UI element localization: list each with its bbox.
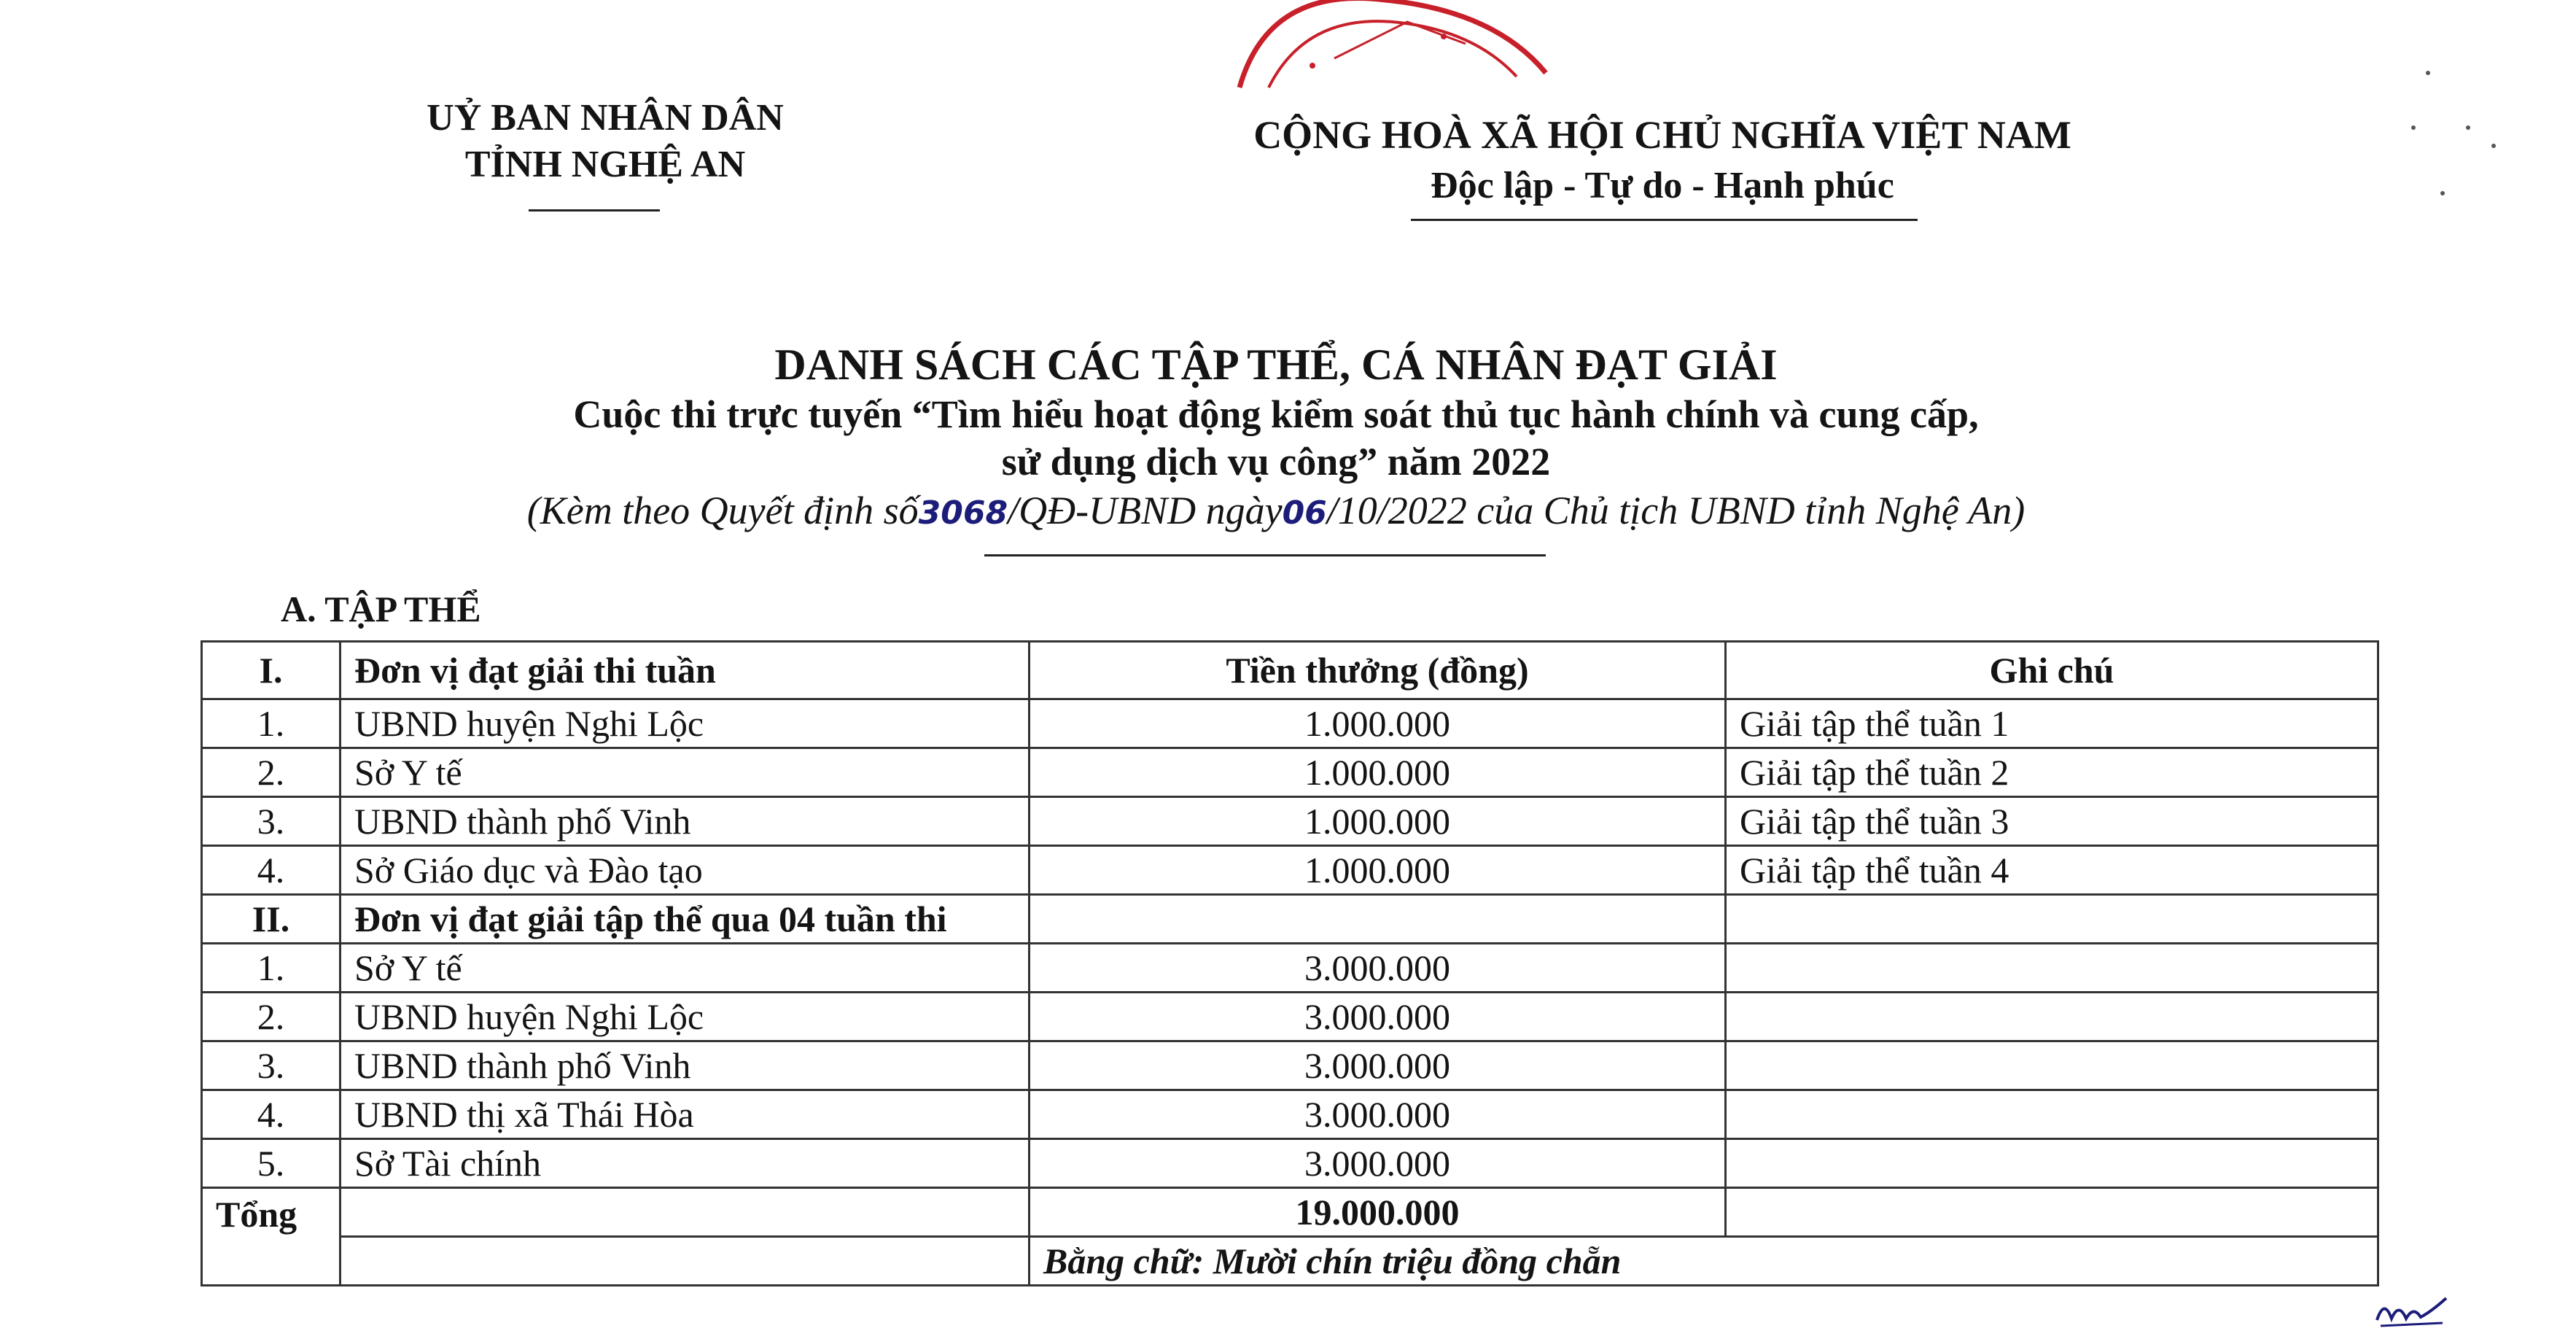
decision-underline xyxy=(984,554,1546,556)
row-note: Giải tập thể tuần 2 xyxy=(1726,748,2378,797)
decision-number-handwritten: 3068 xyxy=(918,494,1008,532)
award-table xyxy=(201,640,2379,1286)
total-label: Tổng xyxy=(202,1188,341,1286)
row-prize: 3.000.000 xyxy=(1030,1041,1726,1090)
table-row xyxy=(202,846,2378,895)
row-prize: 3.000.000 xyxy=(1030,1139,1726,1188)
row-index: 1. xyxy=(202,944,341,993)
document-title: DANH SÁCH CÁC TẬP THỂ, CÁ NHÂN ĐẠT GIẢI xyxy=(774,341,1778,389)
total-row xyxy=(202,1188,2378,1237)
group-prize-empty xyxy=(1030,895,1726,944)
row-note xyxy=(1726,1090,2378,1139)
table-row xyxy=(202,993,2378,1041)
table-row xyxy=(202,797,2378,846)
row-index: 3. xyxy=(202,797,341,846)
section-title: A. TẬP THỂ xyxy=(281,589,481,629)
row-unit: Sở Giáo dục và Đào tạo xyxy=(341,846,1030,895)
national-name: CỘNG HOÀ XÃ HỘI CHỦ NGHĨA VIỆT NAM xyxy=(1253,113,2071,157)
table-row xyxy=(202,944,2378,993)
decision-reference xyxy=(219,485,2333,539)
decision-reference-suffix: /10/2022 của Chủ tịch UBND tỉnh Nghệ An) xyxy=(1326,489,2026,532)
row-note: Giải tập thể tuần 1 xyxy=(1726,699,2378,748)
table-row xyxy=(202,699,2378,748)
official-seal-stamp xyxy=(1225,0,1560,95)
header-prize: Tiền thưởng (đồng) xyxy=(1030,642,1726,699)
issuing-authority-line1: UỶ BAN NHÂN DÂN xyxy=(427,97,784,139)
decision-reference-mid: /QĐ-UBND ngày xyxy=(1008,489,1283,532)
table-header-row xyxy=(202,642,2378,699)
row-note xyxy=(1726,993,2378,1041)
table-row xyxy=(202,1041,2378,1090)
total-note-empty xyxy=(1726,1188,2378,1237)
row-prize: 1.000.000 xyxy=(1030,797,1726,846)
row-prize: 1.000.000 xyxy=(1030,699,1726,748)
row-unit: Sở Y tế xyxy=(341,748,1030,797)
group-label: Đơn vị đạt giải tập thể qua 04 tuần thi xyxy=(341,895,1030,944)
row-unit: UBND thành phố Vinh xyxy=(341,1041,1030,1090)
national-motto: Độc lập - Tự do - Hạnh phúc xyxy=(1431,165,1894,206)
table-row xyxy=(202,1139,2378,1188)
margin-scan-marks xyxy=(2399,58,2515,204)
row-note xyxy=(1726,1139,2378,1188)
group-header-row xyxy=(202,895,2378,944)
row-prize: 3.000.000 xyxy=(1030,1090,1726,1139)
row-index: 4. xyxy=(202,846,341,895)
amount-in-words-row xyxy=(202,1237,2378,1286)
row-unit: Sở Y tế xyxy=(341,944,1030,993)
row-unit: UBND thị xã Thái Hòa xyxy=(341,1090,1030,1139)
row-note xyxy=(1726,944,2378,993)
row-prize: 3.000.000 xyxy=(1030,993,1726,1041)
row-index: 2. xyxy=(202,748,341,797)
header-index: I. xyxy=(202,642,341,699)
issuing-authority-header xyxy=(394,95,817,188)
header-note: Ghi chú xyxy=(1726,642,2378,699)
national-motto-underline xyxy=(1411,219,1918,221)
row-index: 2. xyxy=(202,993,341,1041)
row-note: Giải tập thể tuần 3 xyxy=(1726,797,2378,846)
contest-name-line2: sử dụng dịch vụ công” năm 2022 xyxy=(1001,440,1551,484)
issuing-authority-underline xyxy=(529,209,660,211)
row-prize: 3.000.000 xyxy=(1030,944,1726,993)
row-unit: UBND huyện Nghi Lộc xyxy=(341,993,1030,1041)
decision-date-handwritten: 06 xyxy=(1282,494,1327,532)
row-unit: Sở Tài chính xyxy=(341,1139,1030,1188)
row-note xyxy=(1726,1041,2378,1090)
amount-in-words: Bằng chữ: Mười chín triệu đồng chẵn xyxy=(1030,1237,2378,1286)
row-index: 4. xyxy=(202,1090,341,1139)
header-unit: Đơn vị đạt giải thi tuần xyxy=(341,642,1030,699)
row-note: Giải tập thể tuần 4 xyxy=(1726,846,2378,895)
row-index: 1. xyxy=(202,699,341,748)
total-unit-empty xyxy=(341,1188,1030,1237)
contest-name-line1: Cuộc thi trực tuyến “Tìm hiểu hoạt động kiểm soát thủ tục hành chính và cung cấp, xyxy=(573,392,1979,436)
total-amount: 19.000.000 xyxy=(1030,1188,1726,1237)
row-unit: UBND huyện Nghi Lộc xyxy=(341,699,1030,748)
decision-reference-prefix: (Kèm theo Quyết định số xyxy=(526,489,919,532)
issuing-authority-line2: TỈNH NGHỆ AN xyxy=(464,144,746,185)
table-row xyxy=(202,1090,2378,1139)
row-index: 3. xyxy=(202,1041,341,1090)
initials-signature xyxy=(2373,1291,2454,1335)
group-index: II. xyxy=(202,895,341,944)
row-prize: 1.000.000 xyxy=(1030,748,1726,797)
row-prize: 1.000.000 xyxy=(1030,846,1726,895)
national-motto-header xyxy=(1196,109,2129,211)
words-empty-cell xyxy=(341,1237,1030,1286)
row-index: 5. xyxy=(202,1139,341,1188)
row-unit: UBND thành phố Vinh xyxy=(341,797,1030,846)
table-row xyxy=(202,748,2378,797)
group-note-empty xyxy=(1726,895,2378,944)
